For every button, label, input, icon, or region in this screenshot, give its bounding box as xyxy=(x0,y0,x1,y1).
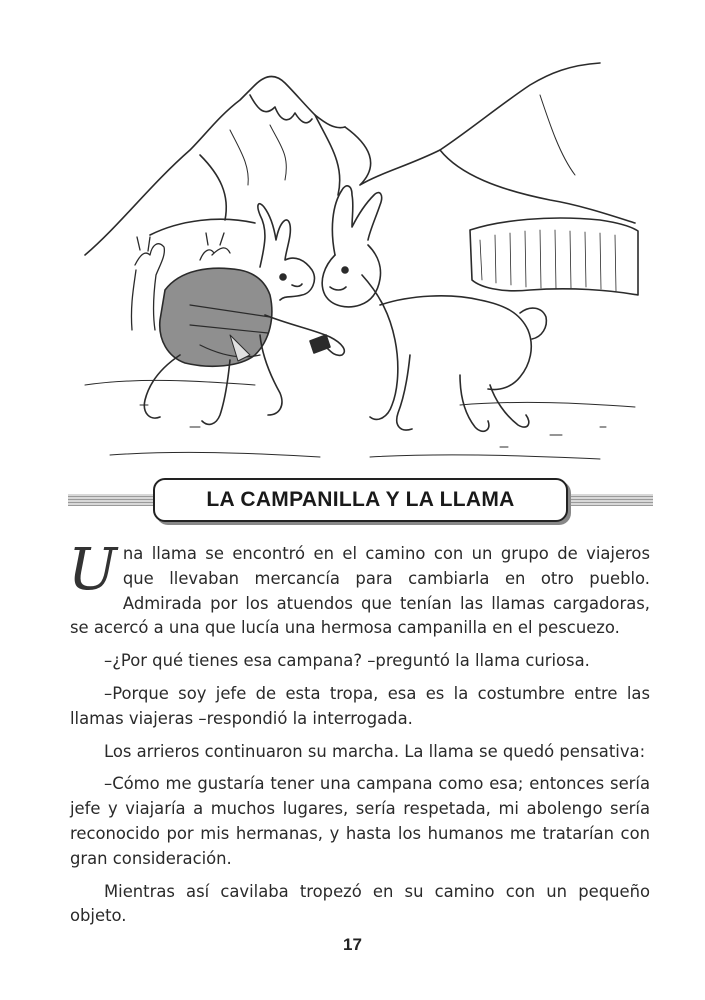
cargo-llama-icon xyxy=(144,204,344,425)
page-number: 17 xyxy=(343,935,362,954)
bell-icon xyxy=(310,335,330,353)
story-paragraph-1: Una llama se encontró en el camino con un grupo de viajeros que llevaban mercancía para cambiarla en otro pueblo. Admirada por los atuendos que tenían las llamas cargadoras, se acercó a una que lucía una hermosa campanilla en el pescuezo. xyxy=(68,535,650,638)
mountain-icon xyxy=(85,63,635,255)
llama-icon xyxy=(322,186,546,431)
story-paragraph-5: –Cómo me gustaría tener una campana como esa; entonces sería jefe y viajaría a muchos lugares, sería respetada, mi abolengo sería reconocido por mis hermanas, y hasta los humanos me tratarían con gran consideración. xyxy=(70,774,650,868)
story-paragraph-2: –¿Por qué tienes esa campana? –preguntó la llama curiosa. xyxy=(104,651,590,671)
story-paragraph-3: –Porque soy jefe de esta tropa, esa es la costumbre entre las llamas viajeras –respondió la interrogada. xyxy=(70,683,650,728)
llama-meeting-illustration xyxy=(80,55,640,475)
story-body xyxy=(68,535,650,937)
story-paragraph-6: Mientras así cavilaba tropezó en su camino con un pequeño objeto. xyxy=(70,881,650,926)
page-title: LA CAMPANILLA Y LA LLAMA xyxy=(206,488,515,511)
dropcap: U xyxy=(68,535,117,603)
title-box xyxy=(153,478,568,522)
title-band xyxy=(68,478,653,522)
story-paragraph-4: Los arrieros continuaron su marcha. La llama se quedó pensativa: xyxy=(104,741,646,761)
